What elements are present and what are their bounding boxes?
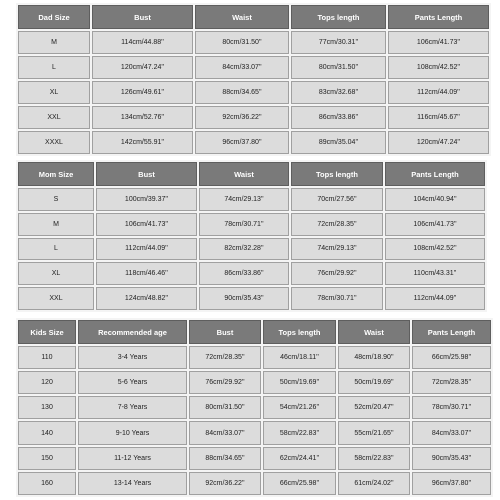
kids-pants-length-cell: 72cm/28.35'' bbox=[412, 371, 491, 394]
dad-tops-length-cell: 89cm/35.04'' bbox=[291, 131, 386, 154]
table-row bbox=[18, 106, 489, 129]
dad-table-header bbox=[18, 5, 489, 29]
dad-tops-length-cell: 80cm/31.50'' bbox=[291, 56, 386, 79]
dad-waist-cell: 96cm/37.80'' bbox=[195, 131, 289, 154]
dad-size-cell: L bbox=[18, 56, 90, 79]
mom-bust-cell: 112cm/44.09'' bbox=[96, 238, 197, 261]
mom-size-cell: XXL bbox=[18, 287, 94, 310]
kids-pants-length-cell: 84cm/33.07'' bbox=[412, 421, 491, 444]
kids-header-waist: Waist bbox=[338, 320, 410, 344]
dad-size-cell: XL bbox=[18, 81, 90, 104]
dad-tops-length-cell: 83cm/32.68'' bbox=[291, 81, 386, 104]
kids-size-cell: 160 bbox=[18, 472, 76, 495]
dad-header-waist: Waist bbox=[195, 5, 289, 29]
table-row bbox=[18, 447, 491, 470]
kids-bust-cell: 76cm/29.92'' bbox=[189, 371, 261, 394]
kids-tops-length-cell: 46cm/18.11'' bbox=[263, 346, 336, 369]
table-row bbox=[18, 346, 491, 369]
kids-tops-length-cell: 50cm/19.69'' bbox=[263, 371, 336, 394]
kids-tops-length-cell: 54cm/21.26'' bbox=[263, 396, 336, 419]
table-row bbox=[18, 396, 491, 419]
mom-size-table bbox=[16, 160, 487, 312]
mom-size-cell: S bbox=[18, 188, 94, 211]
kids-pants-length-cell: 96cm/37.80'' bbox=[412, 472, 491, 495]
table-row bbox=[18, 421, 491, 444]
mom-size-cell: XL bbox=[18, 262, 94, 285]
kids-table-header bbox=[18, 320, 491, 344]
mom-header-bust: Bust bbox=[96, 162, 197, 186]
dad-bust-cell: 134cm/52.76'' bbox=[92, 106, 193, 129]
table-row bbox=[18, 238, 485, 261]
mom-tops-length-cell: 78cm/30.71'' bbox=[291, 287, 383, 310]
dad-size-table bbox=[16, 3, 491, 156]
dad-tops-length-cell: 77cm/30.31'' bbox=[291, 31, 386, 54]
kids-age-cell: 13-14 Years bbox=[78, 472, 187, 495]
mom-tops-length-cell: 70cm/27.56'' bbox=[291, 188, 383, 211]
mom-pants-length-cell: 106cm/41.73'' bbox=[385, 213, 485, 236]
kids-age-cell: 9-10 Years bbox=[78, 421, 187, 444]
dad-bust-cell: 126cm/49.61'' bbox=[92, 81, 193, 104]
table-row bbox=[18, 31, 489, 54]
kids-size-cell: 150 bbox=[18, 447, 76, 470]
dad-pants-length-cell: 108cm/42.52'' bbox=[388, 56, 489, 79]
dad-size-cell: XXL bbox=[18, 106, 90, 129]
kids-pants-length-cell: 66cm/25.98'' bbox=[412, 346, 491, 369]
mom-pants-length-cell: 112cm/44.09'' bbox=[385, 287, 485, 310]
dad-waist-cell: 92cm/36.22'' bbox=[195, 106, 289, 129]
dad-size-cell: M bbox=[18, 31, 90, 54]
kids-tops-length-cell: 58cm/22.83'' bbox=[263, 421, 336, 444]
dad-pants-length-cell: 116cm/45.67'' bbox=[388, 106, 489, 129]
mom-header-tops-length: Tops length bbox=[291, 162, 383, 186]
mom-pants-length-cell: 110cm/43.31'' bbox=[385, 262, 485, 285]
kids-waist-cell: 58cm/22.83'' bbox=[338, 447, 410, 470]
dad-size-cell: XXXL bbox=[18, 131, 90, 154]
mom-bust-cell: 100cm/39.37'' bbox=[96, 188, 197, 211]
kids-bust-cell: 80cm/31.50'' bbox=[189, 396, 261, 419]
kids-pants-length-cell: 78cm/30.71'' bbox=[412, 396, 491, 419]
kids-size-cell: 140 bbox=[18, 421, 76, 444]
dad-pants-length-cell: 106cm/41.73'' bbox=[388, 31, 489, 54]
mom-size-cell: L bbox=[18, 238, 94, 261]
dad-header-bust: Bust bbox=[92, 5, 193, 29]
kids-header-size: Kids Size bbox=[18, 320, 76, 344]
kids-age-cell: 7-8 Years bbox=[78, 396, 187, 419]
mom-waist-cell: 82cm/32.28'' bbox=[199, 238, 289, 261]
table-row bbox=[18, 131, 489, 154]
dad-pants-length-cell: 120cm/47.24'' bbox=[388, 131, 489, 154]
dad-header-pants-length: Pants Length bbox=[388, 5, 489, 29]
table-row bbox=[18, 262, 485, 285]
dad-waist-cell: 80cm/31.50'' bbox=[195, 31, 289, 54]
kids-age-cell: 3-4 Years bbox=[78, 346, 187, 369]
kids-age-cell: 11-12 Years bbox=[78, 447, 187, 470]
mom-table-header bbox=[18, 162, 485, 186]
mom-size-cell: M bbox=[18, 213, 94, 236]
mom-waist-cell: 78cm/30.71'' bbox=[199, 213, 289, 236]
kids-header-pants-length: Pants Length bbox=[412, 320, 491, 344]
mom-tops-length-cell: 74cm/29.13'' bbox=[291, 238, 383, 261]
dad-pants-length-cell: 112cm/44.09'' bbox=[388, 81, 489, 104]
dad-header-tops-length: Tops length bbox=[291, 5, 386, 29]
kids-bust-cell: 84cm/33.07'' bbox=[189, 421, 261, 444]
table-row bbox=[18, 188, 485, 211]
kids-waist-cell: 50cm/19.69'' bbox=[338, 371, 410, 394]
dad-bust-cell: 142cm/55.91'' bbox=[92, 131, 193, 154]
kids-waist-cell: 55cm/21.65'' bbox=[338, 421, 410, 444]
dad-tops-length-cell: 86cm/33.86'' bbox=[291, 106, 386, 129]
kids-tops-length-cell: 62cm/24.41'' bbox=[263, 447, 336, 470]
mom-tops-length-cell: 76cm/29.92'' bbox=[291, 262, 383, 285]
kids-pants-length-cell: 90cm/35.43'' bbox=[412, 447, 491, 470]
kids-header-tops-length: Tops length bbox=[263, 320, 336, 344]
dad-bust-cell: 114cm/44.88'' bbox=[92, 31, 193, 54]
mom-waist-cell: 90cm/35.43'' bbox=[199, 287, 289, 310]
kids-waist-cell: 61cm/24.02'' bbox=[338, 472, 410, 495]
dad-waist-cell: 84cm/33.07'' bbox=[195, 56, 289, 79]
mom-waist-cell: 74cm/29.13'' bbox=[199, 188, 289, 211]
kids-size-cell: 120 bbox=[18, 371, 76, 394]
table-row bbox=[18, 472, 491, 495]
table-row bbox=[18, 287, 485, 310]
dad-bust-cell: 120cm/47.24'' bbox=[92, 56, 193, 79]
mom-pants-length-cell: 108cm/42.52'' bbox=[385, 238, 485, 261]
kids-size-cell: 130 bbox=[18, 396, 76, 419]
mom-header-waist: Waist bbox=[199, 162, 289, 186]
mom-bust-cell: 106cm/41.73'' bbox=[96, 213, 197, 236]
kids-bust-cell: 88cm/34.65'' bbox=[189, 447, 261, 470]
kids-waist-cell: 48cm/18.90'' bbox=[338, 346, 410, 369]
kids-tops-length-cell: 66cm/25.98'' bbox=[263, 472, 336, 495]
kids-size-table bbox=[16, 318, 493, 497]
table-row bbox=[18, 81, 489, 104]
table-row bbox=[18, 371, 491, 394]
mom-header-size: Mom Size bbox=[18, 162, 94, 186]
mom-waist-cell: 86cm/33.86'' bbox=[199, 262, 289, 285]
mom-pants-length-cell: 104cm/40.94'' bbox=[385, 188, 485, 211]
kids-waist-cell: 52cm/20.47'' bbox=[338, 396, 410, 419]
mom-header-pants-length: Pants Length bbox=[385, 162, 485, 186]
kids-bust-cell: 72cm/28.35'' bbox=[189, 346, 261, 369]
kids-age-cell: 5-6 Years bbox=[78, 371, 187, 394]
kids-size-cell: 110 bbox=[18, 346, 76, 369]
mom-bust-cell: 124cm/48.82'' bbox=[96, 287, 197, 310]
kids-bust-cell: 92cm/36.22'' bbox=[189, 472, 261, 495]
mom-bust-cell: 118cm/46.46'' bbox=[96, 262, 197, 285]
table-row bbox=[18, 213, 485, 236]
dad-header-size: Dad Size bbox=[18, 5, 90, 29]
mom-tops-length-cell: 72cm/28.35'' bbox=[291, 213, 383, 236]
kids-header-recommended-age: Recommended age bbox=[78, 320, 187, 344]
table-row bbox=[18, 56, 489, 79]
dad-waist-cell: 88cm/34.65'' bbox=[195, 81, 289, 104]
kids-header-bust: Bust bbox=[189, 320, 261, 344]
